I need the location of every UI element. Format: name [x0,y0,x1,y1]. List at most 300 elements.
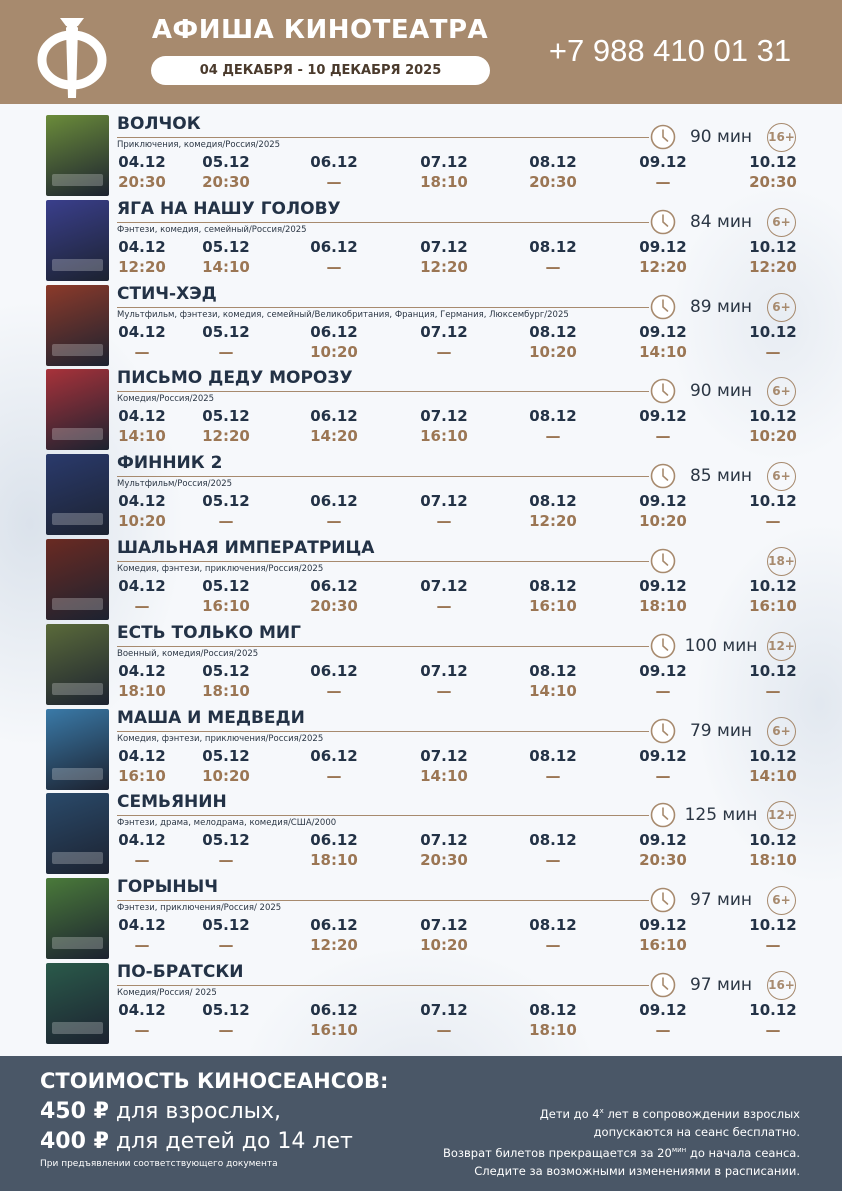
show-time: 14:10 [639,342,687,361]
price-footer [0,1056,842,1191]
showtime-cell[interactable] [631,830,695,870]
show-time: 12:20 [202,427,250,446]
show-date: 07.12 [420,407,468,426]
age-rating-badge: 6+ [767,293,796,322]
clock-icon [650,209,676,235]
show-time: 10:20 [118,512,166,531]
showtime-cell[interactable] [110,237,174,277]
show-time: — [326,512,342,531]
age-rating-badge: 12+ [767,632,796,661]
title-rule [117,646,649,647]
adult-price [40,1099,281,1124]
phone-number[interactable]: +7 988 410 01 31 [548,33,792,68]
show-time: 18:10 [749,851,797,870]
movie-poster [46,115,109,196]
showtime-cell[interactable] [521,237,585,277]
rule-changes: Следите за возможными изменениями в расписании. [474,1163,800,1178]
movie-title[interactable]: ЯГА НА НАШУ ГОЛОВУ [117,198,341,219]
show-date: 07.12 [420,916,468,935]
rule-refund: Возврат билетов прекращается за $20^{мин}$ до начала сеанса. [442,1145,800,1160]
show-date: 08.12 [529,492,577,511]
show-time: — [545,427,561,446]
show-date: 05.12 [202,237,250,256]
poster-image [46,539,109,620]
show-time: 18:10 [202,681,250,700]
show-time: — [436,512,452,531]
show-time: — [218,342,234,361]
movie-duration: 90 мин [689,381,753,402]
show-date: 05.12 [202,746,250,765]
show-time: 10:20 [202,766,250,785]
show-time: 12:20 [420,257,468,276]
showtime-cell[interactable] [194,1000,258,1040]
show-time: — [134,1021,150,1039]
movie-block [0,792,842,877]
showtime-cell[interactable] [194,661,258,701]
showtime-cell[interactable] [302,322,366,362]
showtime-cell[interactable] [631,406,695,446]
show-date: 04.12 [118,831,166,850]
show-date: 07.12 [420,577,468,595]
show-date: 09.12 [639,1001,687,1019]
movie-block [0,114,842,199]
age-rating-badge: 16+ [767,971,796,1000]
showtime-cell[interactable] [110,1000,174,1040]
header-bar [0,0,842,104]
movie-block [0,284,842,369]
show-date: 08.12 [529,153,577,171]
show-date: 07.12 [420,153,468,171]
show-time: 18:10 [310,851,358,870]
show-date: 05.12 [202,661,250,680]
poster-image [46,878,109,959]
showtime-cell[interactable] [521,661,585,701]
clock-icon [650,802,676,828]
showtime-cell[interactable] [741,576,805,616]
show-date: 04.12 [118,407,166,426]
movie-poster [46,454,109,535]
rules-text [400,1102,800,1180]
show-time: — [545,936,561,955]
show-time: 10:20 [420,936,468,955]
show-date: 08.12 [529,407,577,426]
title-rule [117,222,649,223]
movie-title[interactable]: МАША И МЕДВЕДИ [117,707,305,728]
age-rating-badge: 6+ [767,462,796,491]
showtime-cell[interactable] [302,830,366,870]
showtime-cell[interactable] [412,915,476,955]
show-time: — [436,342,452,361]
movie-duration: 79 мин [689,720,753,741]
clock-icon [650,633,676,659]
movie-block [0,453,842,538]
show-time: — [655,766,671,785]
price-note: При предъявлении соответствующего документа [40,1159,278,1169]
adult-price-label: для взрослых, [108,1099,282,1124]
showtime-cell[interactable] [521,1000,585,1040]
movie-title[interactable]: ЕСТЬ ТОЛЬКО МИГ [117,622,301,643]
age-rating-badge: 18+ [767,547,796,576]
age-rating-badge: 6+ [767,717,796,746]
show-time: 10:20 [639,512,687,531]
show-date: 10.12 [749,831,797,850]
movie-title[interactable]: ШАЛЬНАЯ ИМПЕРАТРИЦА [117,538,375,558]
show-time: 16:10 [310,1021,358,1039]
show-date: 10.12 [749,1001,797,1019]
show-date: 07.12 [420,322,468,341]
showtime-cell[interactable] [631,746,695,786]
show-date: 08.12 [529,577,577,595]
poster-image [46,454,109,535]
show-time: 16:10 [749,597,797,615]
date-range: 04 ДЕКАБРЯ - 10 ДЕКАБРЯ 2025 [151,56,490,85]
show-date: 04.12 [118,1001,166,1019]
show-time: 14:10 [529,681,577,700]
showtime-cell[interactable] [741,746,805,786]
show-date: 09.12 [639,237,687,256]
phi-logo-icon [34,14,110,98]
showtime-cell[interactable] [302,406,366,446]
showtime-cell[interactable] [302,152,366,192]
showtime-cell[interactable] [412,322,476,362]
showtime-cell[interactable] [302,491,366,531]
movie-title[interactable]: ПИСЬМО ДЕДУ МОРОЗУ [117,368,353,389]
showtime-cell[interactable] [194,237,258,277]
poster-image [46,369,109,450]
show-date: 05.12 [202,1001,250,1019]
movie-title[interactable]: СЕМЬЯНИН [117,792,227,813]
show-time: — [218,1021,234,1039]
showtime-cell[interactable] [521,915,585,955]
show-time: — [218,512,234,531]
showtime-cell[interactable] [194,491,258,531]
show-time: — [326,173,342,191]
showtime-cell[interactable] [110,661,174,701]
show-time: — [436,681,452,700]
show-time: — [655,173,671,191]
show-date: 06.12 [310,407,358,426]
show-date: 08.12 [529,237,577,256]
showtime-cell[interactable] [110,915,174,955]
showtime-cell[interactable] [631,915,695,955]
movie-title[interactable]: СТИЧ-ХЭД [117,283,217,304]
age-rating-badge: 6+ [767,377,796,406]
show-date: 09.12 [639,492,687,511]
movie-genre: Фэнтези, приключения/Россия/ 2025 [117,903,282,914]
show-date: 06.12 [310,577,358,595]
show-time: — [134,936,150,955]
showtime-cell[interactable] [194,746,258,786]
show-date: 04.12 [118,237,166,256]
show-time: — [218,851,234,870]
showtime-cell[interactable] [412,746,476,786]
show-time: — [436,1021,452,1039]
show-date: 10.12 [749,153,797,171]
showtime-cell[interactable] [302,661,366,701]
show-time: — [218,936,234,955]
show-date: 04.12 [118,577,166,595]
show-date: 05.12 [202,322,250,341]
show-date: 05.12 [202,407,250,426]
price-title: СТОИМОСТЬ КИНОСЕАНСОВ: [40,1069,389,1093]
showtime-cell[interactable] [741,1000,805,1040]
movie-poster [46,709,109,790]
show-date: 05.12 [202,153,250,171]
showtime-cell[interactable] [302,576,366,616]
show-time: — [765,1021,781,1039]
show-time: 14:10 [118,427,166,446]
show-time: 10:20 [749,427,797,446]
showtime-cell[interactable] [194,152,258,192]
show-time: 14:10 [420,766,468,785]
show-time: 20:30 [749,173,797,191]
showtime-cell[interactable] [110,322,174,362]
title-rule [117,900,649,901]
movie-duration: 89 мин [689,296,753,317]
show-time: — [326,681,342,700]
show-date: 07.12 [420,831,468,850]
movie-genre: Военный, комедия/Россия/2025 [117,648,259,659]
showtime-cell[interactable] [741,491,805,531]
showtime-cell[interactable] [412,576,476,616]
poster-image [46,200,109,281]
show-date: 10.12 [749,322,797,341]
movie-genre: Приключения, комедия/Россия/2025 [117,140,281,150]
showtime-cell[interactable] [302,746,366,786]
show-date: 04.12 [118,661,166,680]
movie-duration: 125 мин [684,805,758,826]
showtime-cell[interactable] [631,237,695,277]
show-date: 06.12 [310,153,358,171]
show-date: 09.12 [639,746,687,765]
show-time: — [765,342,781,361]
show-time: 20:30 [529,173,577,191]
show-time: 14:20 [310,427,358,446]
show-date: 07.12 [420,661,468,680]
showtime-cell[interactable] [194,406,258,446]
movie-duration: 97 мин [689,890,753,911]
poster-image [46,793,109,874]
showtime-cell[interactable] [194,576,258,616]
showtime-cell[interactable] [302,1000,366,1040]
poster-image [46,963,109,1044]
show-date: 06.12 [310,1001,358,1019]
age-rating-badge: 12+ [767,801,796,830]
show-date: 09.12 [639,407,687,426]
child-price-label: для детей до 14 лет [108,1129,353,1154]
showtime-cell[interactable] [412,1000,476,1040]
show-time: 18:10 [420,173,468,191]
showtime-cell[interactable] [741,406,805,446]
movie-genre: Фэнтези, драма, мелодрама, комедия/США/2000 [117,818,337,829]
showtime-cell[interactable] [110,152,174,192]
show-time: 16:10 [420,427,468,446]
movie-title[interactable]: ФИННИК 2 [117,453,223,474]
movie-duration: 90 мин [689,127,753,147]
showtime-cell[interactable] [521,152,585,192]
show-date: 07.12 [420,492,468,511]
showtime-cell[interactable] [110,746,174,786]
show-time: 14:10 [749,766,797,785]
showtime-cell[interactable] [741,237,805,277]
movie-genre: Комедия/Россия/ 2025 [117,988,217,998]
show-date: 04.12 [118,746,166,765]
movie-genre: Комедия, фэнтези, приключения/Россия/2025 [117,564,324,574]
showtime-cell[interactable] [412,661,476,701]
show-time: — [545,257,561,276]
show-date: 06.12 [310,746,358,765]
show-time: 12:20 [310,936,358,955]
showtime-cell[interactable] [521,322,585,362]
movie-poster [46,369,109,450]
poster-image [46,115,109,196]
showtime-cell[interactable] [412,406,476,446]
show-date: 09.12 [639,577,687,595]
poster-image [46,285,109,366]
show-date: 04.12 [118,916,166,935]
showtime-cell[interactable] [110,406,174,446]
showtime-cell[interactable] [521,406,585,446]
clock-icon [650,548,676,574]
child-price-value: 400 ₽ [40,1129,109,1154]
age-rating-badge: 6+ [767,886,796,915]
show-time: 20:30 [202,173,250,191]
showtime-cell[interactable] [110,830,174,870]
clock-icon [650,972,676,998]
adult-price-value: 450 ₽ [40,1099,109,1124]
movie-duration: 84 мин [689,211,753,232]
showtime-cell[interactable] [521,746,585,786]
poster-image [46,624,109,705]
showtime-cell[interactable] [302,237,366,277]
movie-duration: 85 мин [689,466,753,487]
showtime-cell[interactable] [741,830,805,870]
showtime-cell[interactable] [521,491,585,531]
title-rule [117,561,649,562]
title-rule [117,137,649,138]
show-date: 08.12 [529,322,577,341]
movie-duration: 97 мин [689,975,753,995]
show-date: 04.12 [118,492,166,511]
movie-block [0,623,842,708]
showtime-cell[interactable] [741,322,805,362]
show-date: 09.12 [639,322,687,341]
show-date: 10.12 [749,237,797,256]
show-time: 12:20 [639,257,687,276]
show-date: 08.12 [529,916,577,935]
movie-poster [46,963,109,1044]
movie-duration: 100 мин [684,635,758,656]
movie-title[interactable]: ПО-БРАТСКИ [117,962,244,982]
show-time: 10:20 [310,342,358,361]
showtime-cell[interactable] [631,1000,695,1040]
show-time: 18:10 [118,681,166,700]
movie-genre: Комедия, фэнтези, приключения/Россия/2025 [117,733,324,744]
rule-children: Дети до $4^х$ лет в сопровождении взрослых [539,1106,800,1121]
show-date: 06.12 [310,661,358,680]
movie-poster [46,539,109,620]
movie-title[interactable]: ВОЛЧОК [117,114,201,134]
showtime-cell[interactable] [631,491,695,531]
show-time: — [655,427,671,446]
title-rule [117,985,649,986]
clock-icon [650,378,676,404]
poster-image [46,709,109,790]
title-rule [117,731,649,732]
show-time: 20:30 [420,851,468,870]
show-time: — [134,597,150,615]
showtime-cell[interactable] [631,661,695,701]
movie-title[interactable]: ГОРЫНЫЧ [117,877,218,898]
show-time: — [134,342,150,361]
title-rule [117,307,649,308]
show-date: 08.12 [529,1001,577,1019]
page-title: АФИША КИНОТЕАТРА [151,15,489,45]
showtime-cell[interactable] [631,152,695,192]
showtime-cell[interactable] [631,576,695,616]
show-time: 14:10 [202,257,250,276]
title-rule [117,815,649,816]
showtime-cell[interactable] [110,491,174,531]
showtime-cell[interactable] [194,322,258,362]
show-date: 09.12 [639,661,687,680]
showtime-cell[interactable] [521,830,585,870]
showtime-cell[interactable] [741,915,805,955]
showtime-cell[interactable] [631,322,695,362]
show-time: 20:30 [639,851,687,870]
showtime-cell[interactable] [741,152,805,192]
show-time: 16:10 [118,766,166,785]
show-time: — [765,681,781,700]
showtime-cell[interactable] [302,915,366,955]
movie-block [0,199,842,284]
showtime-cell[interactable] [194,915,258,955]
show-time: 18:10 [639,597,687,615]
show-date: 07.12 [420,237,468,256]
show-time: — [655,1021,671,1039]
show-time: — [765,936,781,955]
show-date: 10.12 [749,407,797,426]
show-date: 05.12 [202,916,250,935]
movie-poster [46,793,109,874]
showtime-cell[interactable] [741,661,805,701]
rule-free: допускаются на сеанс бесплатно. [593,1124,800,1139]
movie-poster [46,878,109,959]
showtime-cell[interactable] [412,830,476,870]
show-date: 06.12 [310,322,358,341]
movie-block [0,877,842,962]
show-date: 10.12 [749,661,797,680]
movie-block [0,368,842,453]
showtime-cell[interactable] [110,576,174,616]
showtime-cell[interactable] [521,576,585,616]
show-date: 05.12 [202,492,250,511]
show-time: 18:10 [529,1021,577,1039]
show-date: 10.12 [749,746,797,765]
show-time: — [765,512,781,531]
show-time: 10:20 [529,342,577,361]
showtime-cell[interactable] [412,237,476,277]
clock-icon [650,124,676,150]
movie-poster [46,285,109,366]
movie-genre: Мультфильм/Россия/2025 [117,479,233,490]
movie-genre: Мультфильм, фэнтези, комедия, семейный/Великобритания, Франция, Германия, Люксембург/2025 [117,309,569,320]
showtime-cell[interactable] [194,830,258,870]
showtime-cell[interactable] [412,491,476,531]
age-rating-badge: 6+ [767,208,796,237]
showtime-cell[interactable] [412,152,476,192]
show-date: 08.12 [529,661,577,680]
